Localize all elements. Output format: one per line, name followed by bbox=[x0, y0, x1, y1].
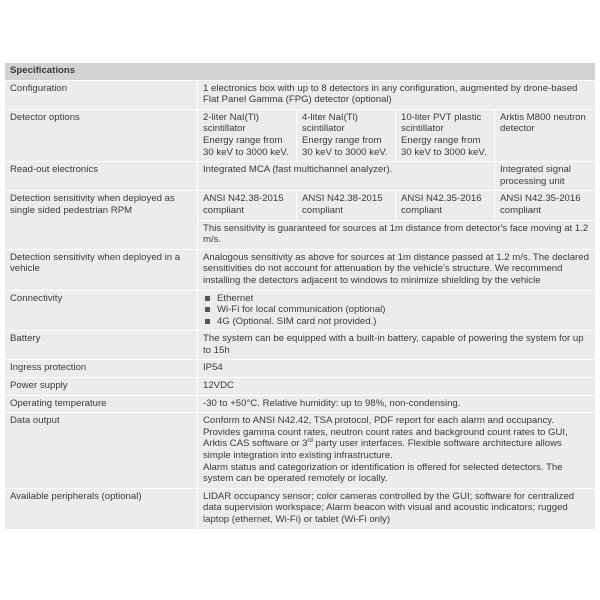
table-row bbox=[5, 488, 596, 529]
row-value: This sensitivity is guaranteed for sources at 1m distance from detector's face moving at 1.2 m/s. bbox=[198, 220, 596, 249]
detector-name: 10-liter PVT plastic scintillator bbox=[401, 111, 482, 135]
table-row bbox=[5, 360, 596, 378]
standard-cell: ANSI N42.35-2016 compliant bbox=[495, 191, 596, 220]
data-output-text: Alarm status and categorization or identification is offered for selected detectors. The system can be operated remotely or locally. bbox=[203, 461, 563, 485]
row-label: Detector options bbox=[5, 109, 198, 161]
table-row bbox=[5, 290, 596, 331]
row-value: -30 to +50°C. Relative humidity: up to 98%, non-condensing. bbox=[198, 395, 596, 413]
table-row bbox=[5, 249, 596, 290]
row-label: Operating temperature bbox=[5, 395, 198, 413]
table-row bbox=[5, 331, 596, 360]
row-label: Detection sensitivity when deployed as single sided pedestrian RPM bbox=[5, 191, 198, 249]
row-value: Integrated signal processing unit bbox=[495, 162, 596, 191]
row-label: Power supply bbox=[5, 378, 198, 396]
row-value: LIDAR occupancy sensor; color cameras controlled by the GUI; software for centralized data supervision workspace; Alarm beacon with visual and acoustic indicators; rugged laptop (ethernet, Wi-Fi) or tablet (Wi-Fi only) bbox=[198, 488, 596, 529]
row-label: Detection sensitivity when deployed in a vehicle bbox=[5, 249, 198, 290]
row-label: Battery bbox=[5, 331, 198, 360]
detector-option-cell bbox=[297, 109, 396, 161]
table-row bbox=[5, 80, 596, 109]
row-value bbox=[198, 413, 596, 489]
list-item: 4G (Optional. SIM card not provided.) bbox=[203, 316, 591, 328]
standard-cell: ANSI N42.38-2015 compliant bbox=[198, 191, 297, 220]
row-label: Connectivity bbox=[5, 290, 198, 331]
detector-name: Arktis M800 neutron detector bbox=[500, 111, 586, 135]
connectivity-list bbox=[203, 293, 591, 328]
specifications-heading: Specifications bbox=[5, 63, 596, 81]
detector-name: 4-liter NaI(Tl) scintillator bbox=[302, 111, 358, 135]
row-value: IP54 bbox=[198, 360, 596, 378]
standard-cell: ANSI N42.38-2015 compliant bbox=[297, 191, 396, 220]
detector-option-cell bbox=[198, 109, 297, 161]
row-label: Data output bbox=[5, 413, 198, 489]
detector-option-cell bbox=[396, 109, 495, 161]
specifications-table bbox=[4, 62, 596, 530]
row-value: Analogous sensitivity as above for sources at 1m distance passed at 1.2 m/s. The declared sensitivities do not account for attenuation by the vehicle's structure. We recommend installing the detectors adjacent to windows to minimize shielding by the vehicle bbox=[198, 249, 596, 290]
data-output-text: party user interfaces. Flexible software architecture allows simple integration into existing infrastructure. bbox=[203, 438, 562, 462]
row-label: Available peripherals (optional) bbox=[5, 488, 198, 529]
table-row bbox=[5, 413, 596, 489]
detector-option-cell bbox=[495, 109, 596, 161]
row-value: Integrated MCA (fast multichannel analyzer). bbox=[198, 162, 495, 191]
row-label: Read-out electronics bbox=[5, 162, 198, 191]
table-row bbox=[5, 109, 596, 161]
energy-range: Energy range from 30 keV to 3000 keV. bbox=[302, 134, 388, 158]
standard-cell: ANSI N42.35-2016 compliant bbox=[396, 191, 495, 220]
table-header-row bbox=[5, 63, 596, 81]
data-output-text: Conform to ANSI N42.42, TSA protocol, PDF report for each alarm and occupancy. Provides gamma count rates, neutron count rates and background count rates to GUI, Arktis CAS software or 3 bbox=[203, 415, 568, 450]
list-item: Wi-Fi for local communication (optional) bbox=[203, 304, 591, 316]
table-row bbox=[5, 191, 596, 220]
energy-range: Energy range from 30 keV to 3000 keV. bbox=[401, 134, 487, 158]
energy-range: Energy range from 30 keV to 3000 keV. bbox=[203, 134, 289, 158]
detector-name: 2-liter NaI(Tl) scintillator bbox=[203, 111, 259, 135]
table-row bbox=[5, 378, 596, 396]
list-item: Ethernet bbox=[203, 293, 591, 305]
row-value: 12VDC bbox=[198, 378, 596, 396]
row-value: 1 electronics box with up to 8 detectors in any configuration, augmented by drone-based Flat Panel Gamma (FPG) detector (optional) bbox=[198, 80, 596, 109]
superscript: rd bbox=[307, 438, 313, 445]
row-value bbox=[198, 290, 596, 331]
table-row bbox=[5, 162, 596, 191]
table-row bbox=[5, 395, 596, 413]
row-label: Configuration bbox=[5, 80, 198, 109]
row-label: Ingress protection bbox=[5, 360, 198, 378]
row-value: The system can be equipped with a built-in battery, capable of powering the system for up to 15h bbox=[198, 331, 596, 360]
